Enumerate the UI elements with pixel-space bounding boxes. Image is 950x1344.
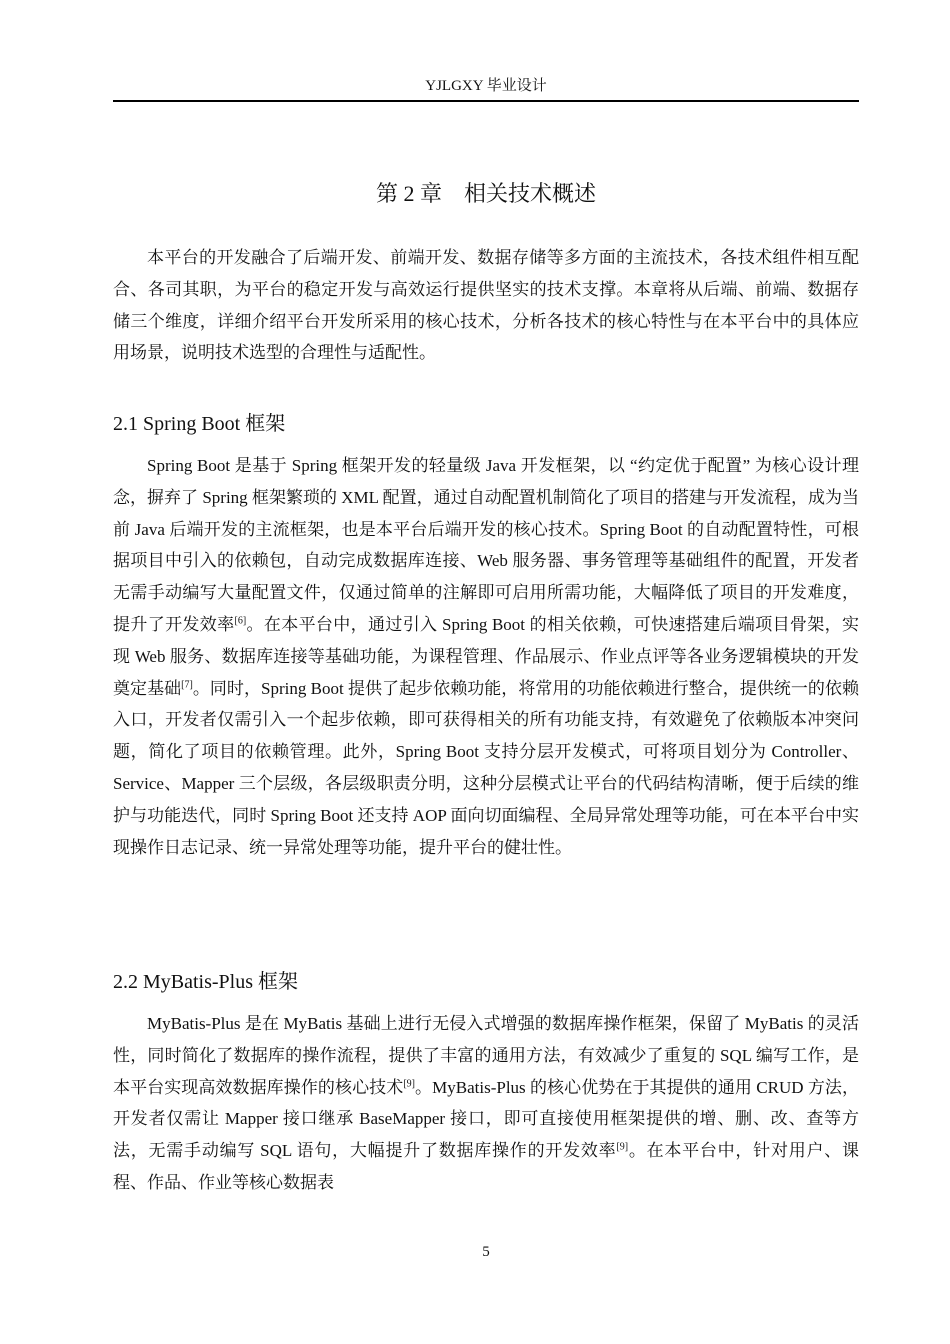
header-rule — [113, 100, 859, 102]
paragraph-text: 。同时，Spring Boot 提供了起步依赖功能，将常用的功能依赖进行整合，提供统一的依赖入口，开发者仅需引入一个起步依赖，即可获得相关的所有功能支持，有效避免了依赖版本冲突问题，简化了项目的依赖管理。此外，Spring Boot 支持分层开发模式，可将项目划分为 Controller、Service、Mapper 三个层级，各层级职责分明，这种分层模式让平台的代码结构清晰，便于后续的维护与功能迭代，同时 Spring Boot 还支持 AOP 面向切面编程、全局异常处理等功能，可在本平台中实现操作日志记录、统一异常处理等功能，提升平台的健壮性。 — [113, 678, 860, 857]
paragraph-text: Spring Boot 是基于 Spring 框架开发的轻量级 Java 开发框架，以 “约定优于配置” 为核心设计理念，摒弃了 Spring 框架繁琐的 XML 配置，通过自动配置机制简化了项目的搭建与开发流程，成为当前 Java 后端开发的主流框架，也是本平台后端开发的核心技术。Spring Boot 的自动配置特性，可根据项目中引入的依赖包，自动完成数据库连接、Web 服务器、事务管理等基础组件的配置，开发者无需手动编写大量配置文件，仅通过简单的注解即可启用所需功能，大幅降低了项目的开发难度，提升了开发效率 — [113, 456, 859, 634]
paragraph-text: 。在本平台中，通过引入 Spring Boot 的相关依赖，可快速搭建后端项目骨架，实现 Web 服务、数据库连接等基础功能，为课程管理、作品展示、作业点评等各业务逻辑模块的开发奠定基础 — [113, 614, 859, 698]
citation: [6] — [234, 615, 247, 627]
intro-paragraph: 本平台的开发融合了后端开发、前端开发、数据存储等多方面的主流技术，各技术组件相互配合、各司其职，为平台的稳定开发与高效运行提供坚实的技术支撑。本章将从后端、前端、数据存储三个维度，详细介绍平台开发所采用的核心技术，分析各技术的核心特性与在本平台中的具体应用场景，说明技术选型的合理性与适配性。 — [113, 248, 859, 363]
paragraph-text: MyBatis-Plus 是在 MyBatis 基础上进行无侵入式增强的数据库操作框架，保留了 MyBatis 的灵活性，同时简化了数据库的操作流程，提供了丰富的通用方法，有效减少了重复的 SQL 编写工作，是本平台实现高效数据库操作的核心技术 — [113, 1014, 859, 1097]
running-header: YJLGXY 毕业设计 — [425, 78, 547, 94]
section-2-1-paragraph — [113, 450, 859, 863]
citation: [7] — [181, 678, 193, 690]
paragraph-text: 。MyBatis-Plus 的核心优势在于其提供的通用 CRUD 方法，开发者仅需让 Mapper 接口继承 BaseMapper 接口，即可直接使用框架提供的增、删、改、查等方法，无需手动编写 SQL 语句，大幅提升了数据库操作的开发效率 — [113, 1077, 860, 1161]
section-heading-2-1: 2.1 Spring Boot 框架 — [113, 413, 286, 435]
chapter-title: 第 2 章 相关技术概述 — [375, 181, 596, 206]
page-number: 5 — [482, 1244, 490, 1260]
section-2-2-paragraph — [113, 1008, 859, 1199]
paragraph-text: 。在本平台中，针对用户、课程、作品、作业等核心数据表 — [113, 1141, 860, 1192]
section-heading-2-2: 2.2 MyBatis-Plus 框架 — [113, 971, 299, 993]
citation: [9] — [403, 1077, 415, 1089]
citation: [9] — [616, 1141, 629, 1153]
